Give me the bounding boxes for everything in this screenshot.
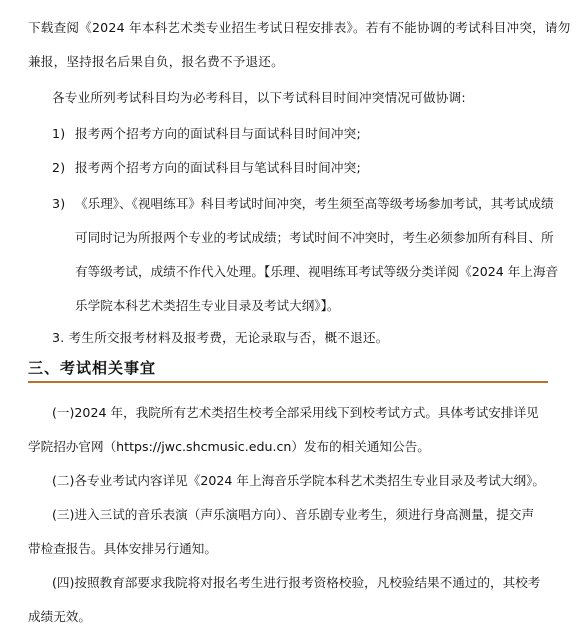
section-title: 三、考试相关事宜	[28, 359, 157, 377]
intro-line-1: 下载查阅《2024 年本科艺术类专业招生考试日程安排表》。若有不能协调的考试科目冲突，请勿	[28, 20, 571, 35]
conflict-intro: 各专业所列考试科目均为必考科目，以下考试科目时间冲突情况可做协调:	[52, 90, 466, 105]
item-3-line-1: 《乐理》、《视唱练耳》科目考试时间冲突，考生须至高等级考场参加考试，其考试成绩	[75, 196, 554, 211]
item-3-line-3: 有等级考试，成绩不作代入处理。【乐理、视唱练耳考试等级分类详阅《2024 年上海音	[75, 264, 559, 279]
item-2-text: 报考两个招考方向的面试科目与笔试科目时间冲突;	[75, 160, 361, 175]
paragraph-1-line-2: 学院招办官网（https://jwc.shcmusic.edu.cn）发布的相关通知公告。	[28, 439, 430, 454]
paragraph-1-line-1: (一)2024 年，我院所有艺术类招生校考全部采用线下到校考试方式。具体考试安排详见	[52, 405, 539, 420]
paragraph-2-line-1: (二)各专业考试内容详见《2024 年上海音乐学院本科艺术类招生专业目录及考试大纲》。	[52, 473, 545, 488]
item-3-line-4: 乐学院本科艺术类招生专业目录及考试大纲》】。	[75, 298, 340, 313]
section-divider	[28, 381, 548, 383]
item-1-text: 报考两个招考方向的面试科目与面试科目时间冲突;	[75, 126, 361, 141]
paragraph-3-line-2: 带检查报告。具体安排另行通知。	[28, 541, 217, 556]
item-2-number: 2)	[52, 160, 66, 175]
paragraph-4-line-1: (四)按照教育部要求我院将对报名考生进行报考资格校验，凡校验结果不通过的，其校考	[52, 575, 541, 590]
paragraph-3-line-1: (三)进入三试的音乐表演（声乐演唱方向）、音乐剧专业考生，须进行身高测量，提交声	[52, 507, 535, 522]
item-3-line-2: 可同时记为所报两个专业的考试成绩；考试时间不冲突时，考生必须参加所有科目、所	[75, 230, 554, 245]
paragraph-4-line-2: 成绩无效。	[28, 609, 91, 624]
intro-line-2: 兼报，坚持报名后果自负，报名费不予退还。	[28, 54, 284, 69]
item-1-number: 1)	[52, 126, 66, 141]
item-3-number: 3)	[52, 196, 66, 211]
point-3: 3. 考生所交报考材料及报考费，无论录取与否，概不退还。	[52, 330, 389, 345]
